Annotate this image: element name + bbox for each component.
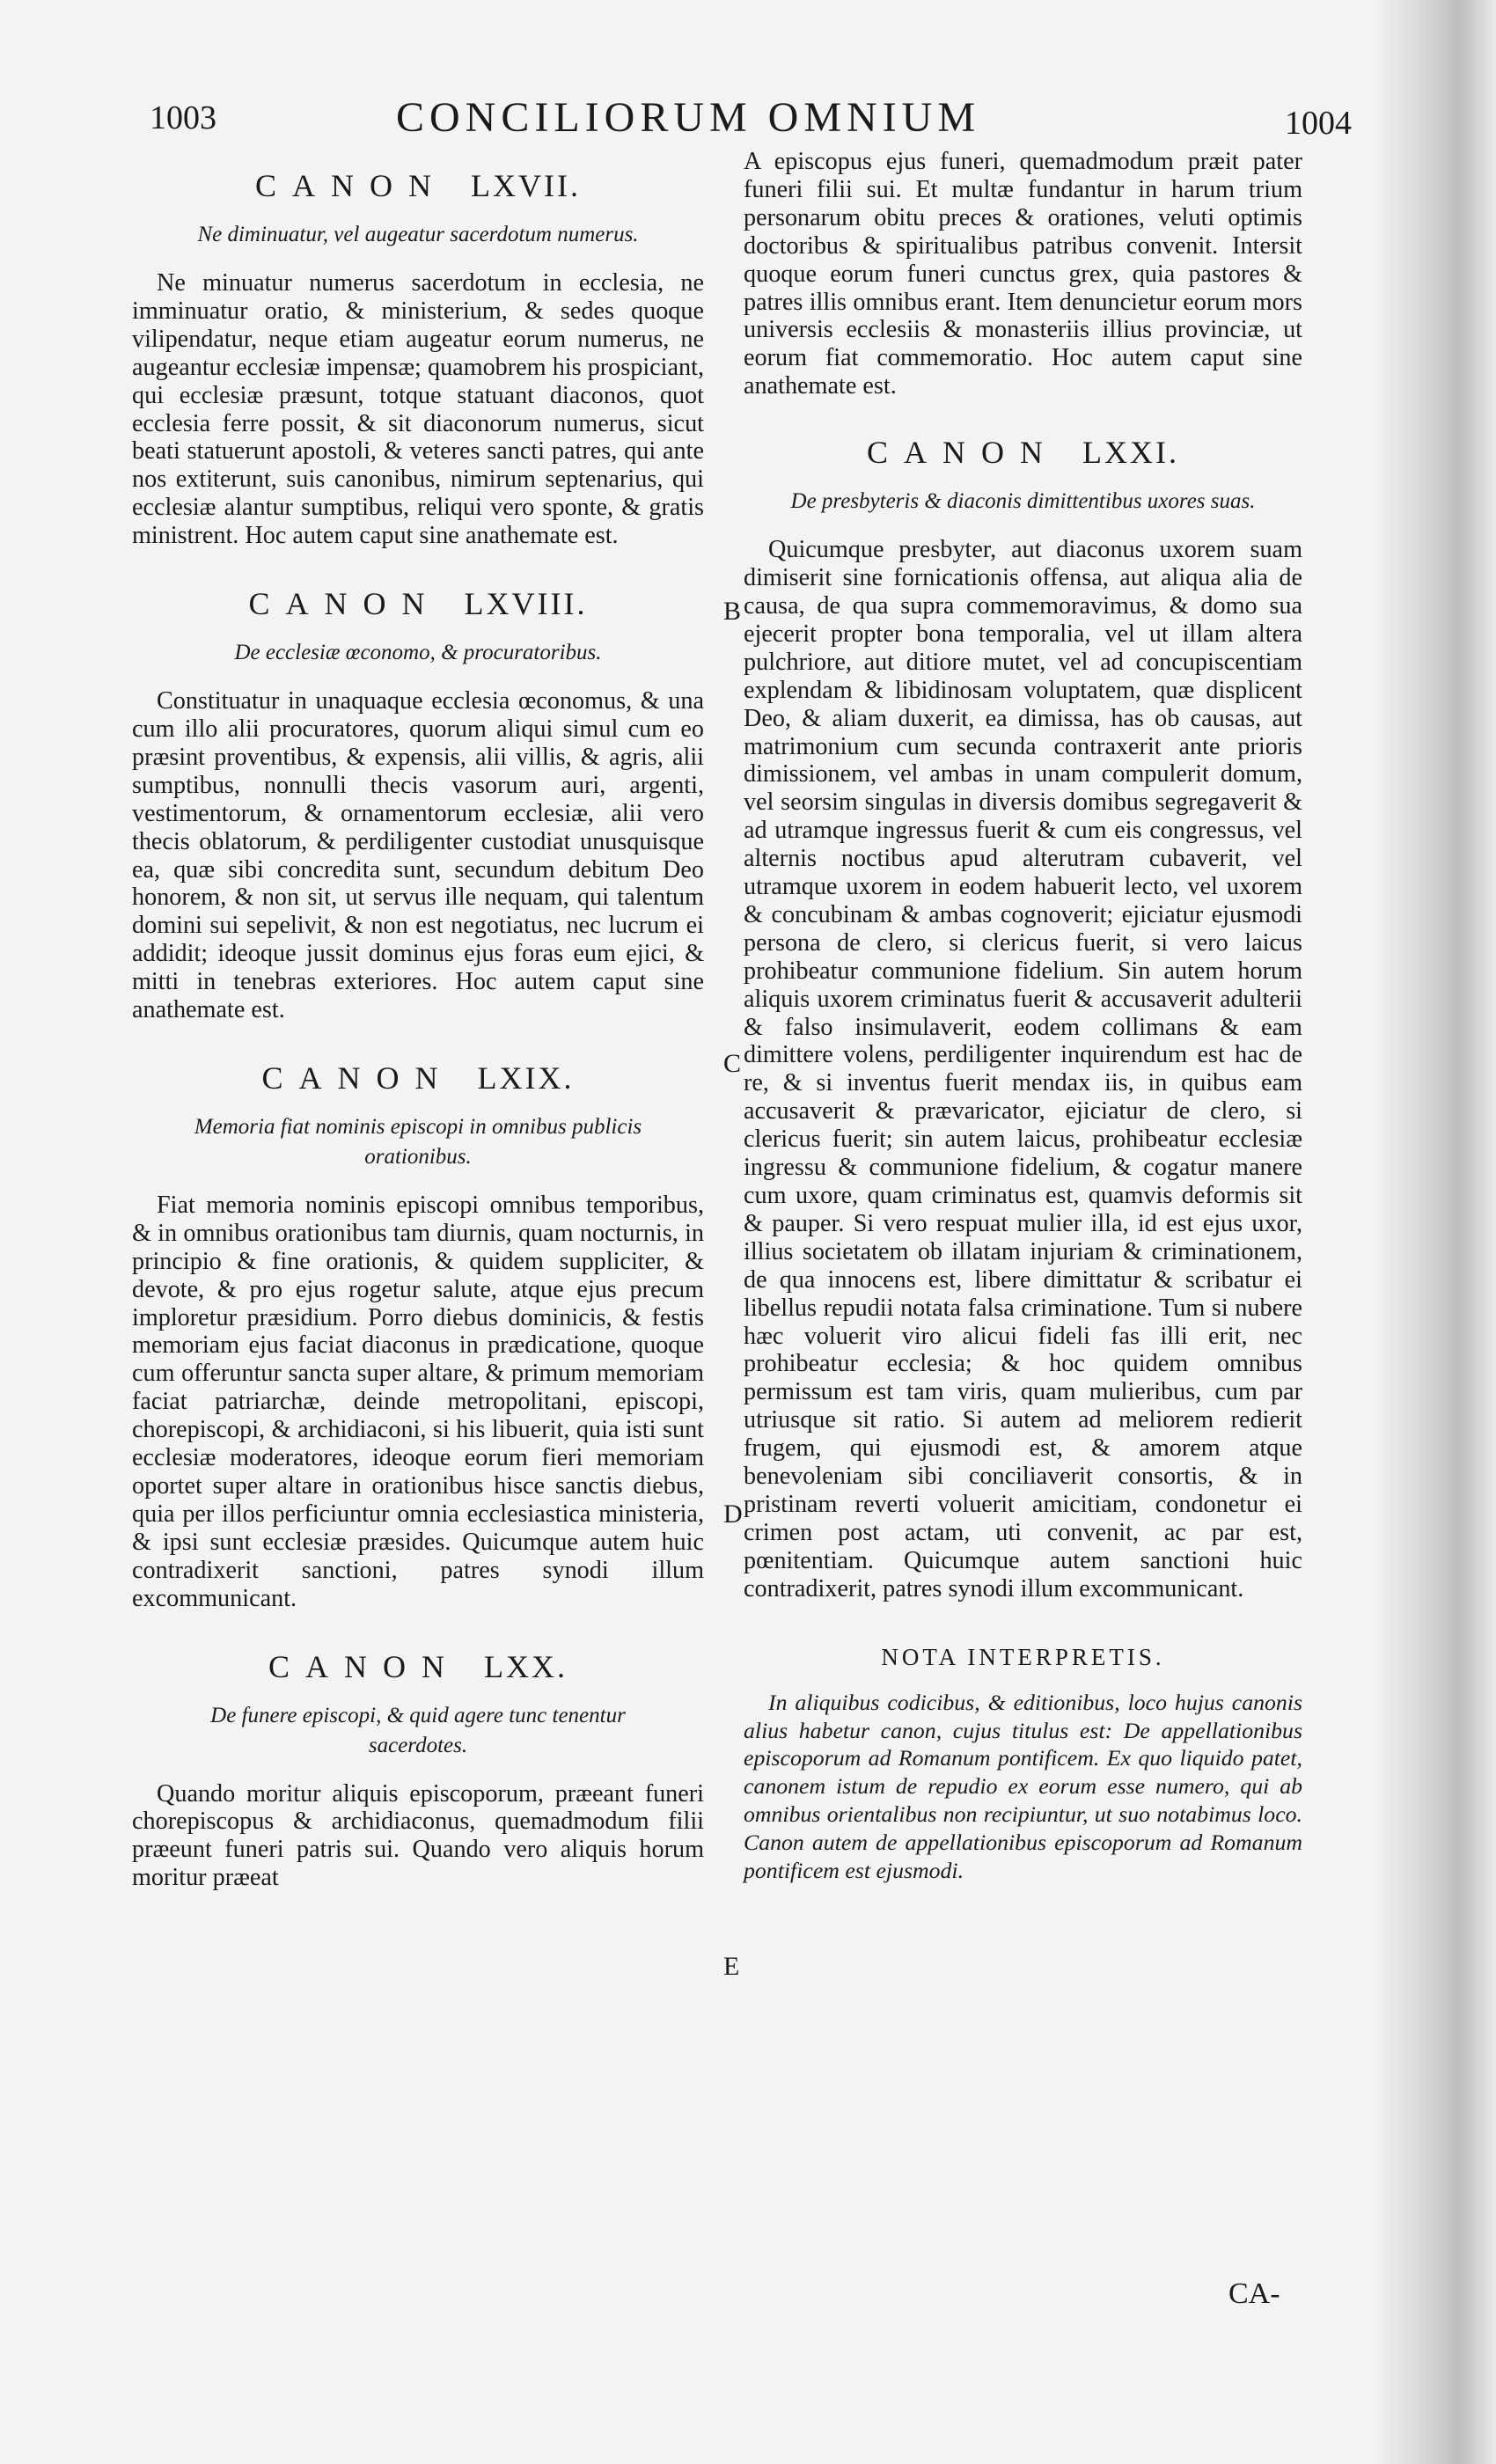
canon-heading — [132, 585, 704, 622]
canon-heading — [132, 1060, 704, 1096]
canon-number: LXX. — [484, 1648, 568, 1684]
right-column — [744, 148, 1302, 1885]
canon-label: CANON — [248, 586, 441, 622]
canon-70 — [132, 1648, 704, 1893]
canon-text: Ne minuatur numerus sacerdotum in ecclesia, ne imminuatur oratio, & ministerium, & sedes quoque vilipendatur, neque etiam augeatur eorum numerus, ne augeantur ecclesiæ impensæ; quamobrem his prospiciant, qui ecclesiæ præsunt, totque statuant diaconos, quot ecclesia ferre possit, & sit diaconorum numerus, sicut beati statuerunt apostoli, & veteres sancti patres, qui ante nos extiterunt, suis canonibus, nimirum septenarius, qui ecclesiæ alantur sumptibus, reliqui vero sponte, & gratis ministrent. Hoc autem caput sine anathemate est. — [132, 269, 704, 550]
canon-69 — [132, 1060, 704, 1613]
continuation-text: A episcopus ejus funeri, quemadmodum præit pater funeri filii sui. Et multæ fundantur in harum trium personarum obitu preces & orationes, veluti optimis doctoribus & spiritualibus patribus convenit. Intersit quoque eorum funeri cunctus grex, quia pastores & patres illis omnibus erant. Item denuncietur eorum mors universis ecclesiis & monasteriis illius provinciæ, ut eorum fiat commemoratio. Hoc autem caput sine anathemate est. — [744, 148, 1302, 400]
canon-number: LXVIII. — [464, 586, 588, 622]
margin-letter-d: D — [723, 1500, 743, 1529]
canon-subtitle: De funere episcopi, & quid agere tunc tenentur sacerdotes. — [210, 1703, 626, 1757]
canon-subtitle: De ecclesiæ œconomo, & procuratoribus. — [234, 641, 602, 665]
canon-68 — [132, 585, 704, 1024]
canon-71 — [744, 434, 1302, 1602]
canon-text: Constituatur in unaquaque ecclesia œconomus, & una cum illo alii procuratores, quorum aliqui simul cum eo præsint proventibus, & expensis, alii villis, & agris, alii sumptibus, nonnulli thecis vasorum auri, argenti, vestimentorum, & ornamentorum ecclesiæ, alii vero thecis oblatorum, & perdiligenter custodiat unusquisque ea, quæ sibi concredita sunt, secundum debitum Deo honorem, & non sit, ut servus ille nequam, qui talentum domini sui sepelivit, & non est negotiatus, nec lucrum ei addidit; ideoque jussit dominus ejus foras eum ejici, & mitti in tenebras exteriores. Hoc autem caput sine anathemate est. — [132, 687, 704, 1024]
note-title: NOTA INTERPRETIS. — [881, 1643, 1165, 1670]
canon-label: CANON — [268, 1648, 460, 1684]
page-gutter-shadow — [1373, 0, 1496, 2464]
canon-label: CANON — [867, 435, 1060, 471]
note-text: In aliquibus codicibus, & editionibus, loco hujus canonis alius habetur canon, cujus titulus est: De appellationibus episcoporum ad Romanum pontificem. Ex quo liquido patet, canonem istum de repudio ex eorum esse numero, qui ab omnibus orientalibus non recipiuntur, ut suo notabimus loco. Canon autem de appellationibus episcoporum ad Romanum pontificem est ejusmodi. — [744, 1689, 1302, 1884]
canon-text: Fiat memoria nominis episcopi omnibus temporibus, & in omnibus orationibus tam diurnis, quam nocturnis, in principio & fine orationis, & quidem suppliciter, & devote, & pro ejus rogetur salute, atque ejus precum imploretur præsidium. Porro diebus dominicis, & festis memoriam ejus faciat diaconus in prædicatione, quoque cum offeruntur sancta super altare, & primum memoriam faciat patriarchæ, deinde metropolitani, episcopi, chorepiscopi, & archidiaconi, si his libuerit, quia isti sunt ecclesiæ moderatores, ideoque eorum fieri memoriam oportet super altare in orationibus hisce sanctis diebus, quia per illos perficiuntur omnia ecclesiastica ministeria, & ipsi sunt ecclesiæ præsides. Quicumque autem huic contradixerit sanctioni, patres synodi illum excommunicant. — [132, 1191, 704, 1612]
canon-number: LXVII. — [471, 168, 581, 203]
page-number-left: 1003 — [150, 99, 216, 136]
page-number-right: 1004 — [1285, 105, 1352, 142]
canon-number: LXIX. — [477, 1060, 575, 1096]
margin-letter-b: B — [723, 597, 742, 626]
canon-subtitle: Ne diminuatur, vel augeatur sacerdotum numerus. — [197, 223, 639, 246]
left-column — [132, 167, 704, 1892]
catchword: CA- — [1228, 2277, 1280, 2310]
canon-text: Quicumque presbyter, aut diaconus uxorem suam dimiserit sine fornicationis offensa, aut aliqua alia de causa, de qua supra commemoravimus, & domo sua ejecerit propter bona temporalia, vel ut illam altera pulchriore, aut ditiore mutet, vel ad concupiscentiam explendam & libidinosam voluptatem, quæ displicent Deo, & aliam duxerit, ea dimissa, has ob causas, aut matrimonium cum secunda contraxerit ante prioris dimissionem, vel ambas in unam compulerit domum, vel seorsim singulas in diversis domibus segregaverit & ad utramque ingressus fuerit & cum eis congressus, vel alternis noctibus apud alterutram cubaverit, vel utramque uxorem in eodem habuerit lecto, vel uxorem & concubinam & ambas cognoverit; ejiciatur ejusmodi persona de clero, si clericus fuerit, si vero laicus prohibeatur communione fidelium. Sin autem horum aliquis uxorem criminatus fuerit & accusaverit adulterii & falso insimulaverit, eodem collimans & eam dimittere volens, perdiligenter inquirendum est hac de re, & si inventus fuerit mendax iis, in quibus eam accusaverit & prævaricator, ejiciatur de clero, si clericus fuerit; sin autem laicus, prohibeatur ecclesiæ ingressu & communione fidelium, & cogatur manere cum uxore, quam criminatus est, quamvis deformis sit & pauper. Si vero respuat mulier illa, id est ejus uxor, illius societatem ob illatam injuriam & criminationem, de qua innocens est, libere dimittatur & scribatur ei libellus repudii notata falsa criminatione. Tum si nubere hæc voluerit viro alicui fideli fas illi erit, nec prohibeatur ecclesia; & hoc quidem omnibus permissum est tam viris, quam mulieribus, cum par utriusque sit ratio. Si autem ad meliorem redierit frugem, qui ejusmodi est, & amorem atque benevoleniam sibi conciliaverit consortis, & in pristinam reverti voluerit amicitiam, condonetur ei crimen post actam, uti convenit, ac par est, pœnitentiam. Quicumque autem sanctioni huic contradixerit, patres synodi illum excommunicant. — [744, 536, 1302, 1602]
canon-text: Quando moritur aliquis episcoporum, præeant funeri chorepiscopus & archidiaconus, quemadmodum filii præeunt funeri patris sui. Quando vero aliquis horum moritur præeat — [132, 1779, 704, 1892]
canon-67 — [132, 167, 704, 550]
margin-letter-c: C — [723, 1049, 742, 1078]
page-header — [0, 94, 1390, 151]
canon-subtitle: Memoria fiat nominis episcopi in omnibus publicis orationibus. — [194, 1114, 642, 1169]
canon-heading — [744, 434, 1302, 471]
canon-heading — [132, 167, 704, 204]
canon-label: CANON — [255, 168, 448, 203]
canon-label: CANON — [261, 1060, 454, 1096]
running-title: CONCILIORUM OMNIUM — [396, 94, 981, 141]
interpreter-note — [744, 1644, 1302, 1885]
margin-letter-e: E — [723, 1952, 740, 1981]
canon-subtitle: De presbyteris & diaconis dimittentibus uxores suas. — [790, 489, 1256, 514]
canon-heading — [132, 1648, 704, 1685]
canon-number: LXXI. — [1082, 435, 1179, 471]
